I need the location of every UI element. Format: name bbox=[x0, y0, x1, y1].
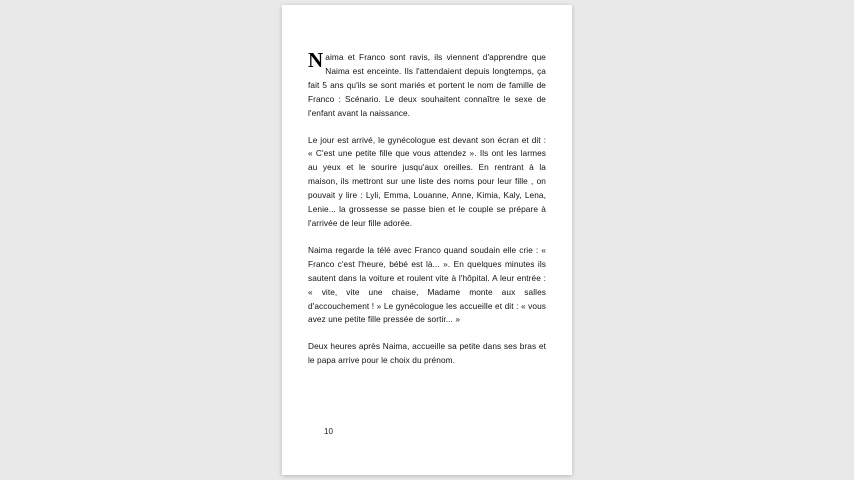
page-text-column bbox=[308, 48, 546, 368]
paragraph-2: Le jour est arrivé, le gynécologue est devant son écran et dit : « C'est une petite fille que vous attendez ». Ils ont les larmes au yeux et le sourire jusqu'aux oreilles. En rentrant à la maison, ils mettront sur une liste des noms pour leur fille , on pouvait y lire : Lyli, Emma, Louanne, Anne, Kimia, Kaly, Lena, Lenie... la grossesse se passe bien et le couple se prépare à l'arrivée de leur fille adorée. bbox=[308, 134, 546, 228]
paragraph-1-text: aima et Franco sont ravis, ils viennent d'apprendre que Naima est enceinte. Ils l'attendaient depuis longtemps, ça fait 5 ans qu'ils se sont mariés et portent le nom de famille de Franco : Scénario. Le deux souhaitent connaître le sexe de l'enfant avant la naissance. bbox=[308, 52, 546, 118]
paragraph-4: Deux heures après Naima, accueille sa petite dans ses bras et le papa arrive pour le choix du prénom. bbox=[308, 341, 546, 366]
document-page bbox=[282, 5, 572, 475]
page-number: 10 bbox=[324, 427, 333, 436]
paragraph-3: Naima regarde la télé avec Franco quand soudain elle crie : « Franco c'est l'heure, bébé est là... ». En quelques minutes ils sautent dans la voiture et roulent vite à l'hôpital. A leur entrée : « vite, vite une chaise, Madame monte aux salles d'accouchement ! » Le gynécologue les accueille et dit : « vous avez une petite fille pressée de sortir... » bbox=[308, 244, 546, 325]
paragraph-1 bbox=[308, 48, 546, 121]
drop-cap: N bbox=[308, 48, 324, 72]
